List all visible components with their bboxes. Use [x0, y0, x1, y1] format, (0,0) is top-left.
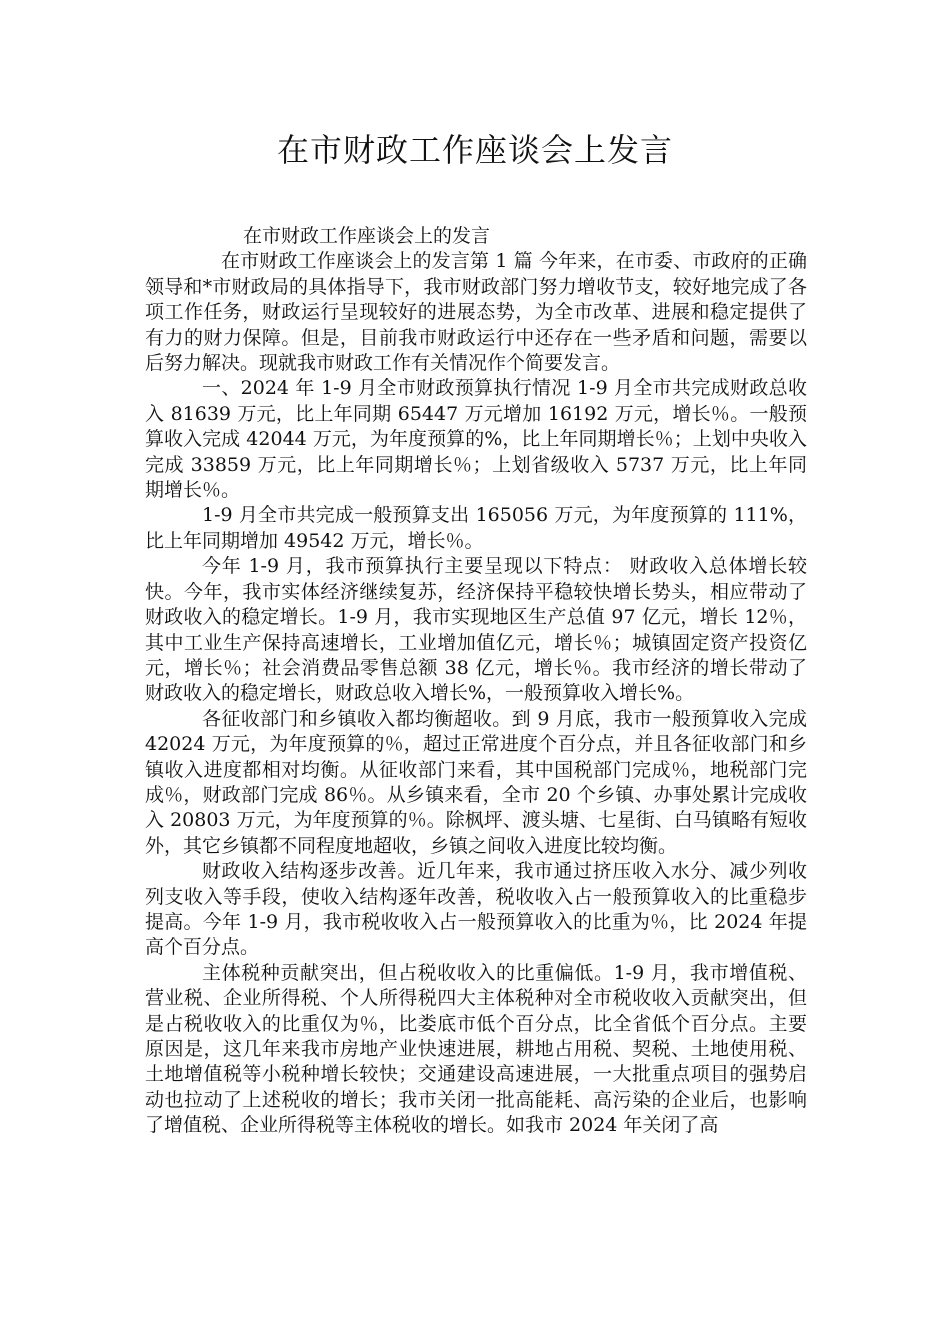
paragraph-departments-townships: 各征收部门和乡镇收入都均衡超收。到 9 月底，我市一般预算收入完成 42024 万元，为年度预算的％，超过正常进度个百分点，并且各征收部门和乡镇收入进度都相对均衡。从征收部门来看，其中国税部门完成％，地税部门完成％，财政部门完成 86％。从乡镇来看，全市 20 个乡镇、办事处累计完成收入 20803 万元，为年度预算的％。除枫坪、渡头塘、七星街、白马镇略有短收外，其它乡镇都不同程度地超收，乡镇之间收入进度比较均衡。 — [145, 707, 807, 857]
document-subtitle: 在市财政工作座谈会上的发言 — [243, 225, 491, 247]
paragraph-revenue-growth: 今年 1-9 月，我市预算执行主要呈现以下特点： 财政收入总体增长较快。今年，我市实体经济继续复苏，经济保持平稳较快增长势头，相应带动了财政收入的稳定增长。1-9 月，我市实现地区生产总值 97 亿元，增长 12％，其中工业生产保持高速增长，工业增加值亿元，增长％；城镇固定资产投资亿元，增长％；社会消费品零售总额 38 亿元，增长％。我市经济的增长带动了财政收入的稳定增长，财政总收入增长%，一般预算收入增长%。 — [145, 555, 807, 705]
paragraph-main-taxes: 主体税种贡献突出，但占税收收入的比重偏低。1-9 月，我市增值税、营业税、企业所得税、个人所得税四大主体税种对全市税收收入贡献突出，但是占税收收入的比重仅为％，比娄底市低个百分点，比全省低个百分点。主要原因是，这几年来我市房地产业快速进展，耕地占用税、契税、土地使用税、土地增值税等小税种增长较快；交通建设高速进展，一大批重点项目的强势启动也拉动了上述税收的增长；我市关闭一批高能耗、高污染的企业后，也影响了增值税、企业所得税等主体税收的增长。如我市 2024 年关闭了高 — [145, 961, 807, 1137]
document-body — [145, 224, 807, 1139]
paragraph-intro: 在市财政工作座谈会上的发言第 1 篇 今年来，在市委、市政府的正确领导和*市财政局的具体指导下，我市财政部门努力增收节支，较好地完成了各项工作任务，财政运行呈现较好的进展态势，为全市改革、进展和稳定提供了有力的财力保障。但是，目前我市财政运行中还存在一些矛盾和问题，需要以后努力解决。现就我市财政工作有关情况作个简要发言。 — [145, 250, 807, 375]
paragraph-revenue-structure: 财政收入结构逐步改善。近几年来，我市通过挤压收入水分、减少列收列支收入等手段，使收入结构逐年改善，税收收入占一般预算收入的比重稳步提高。今年 1-9 月，我市税收收入占一般预算收入的比重为％，比 2024 年提高个百分点。 — [145, 860, 807, 959]
paragraph-budget-execution: 一、2024 年 1-9 月全市财政预算执行情况 1-9 月全市共完成财政总收入 81639 万元，比上年同期 65447 万元增加 16192 万元，增长％。一般预算收入完成 42044 万元，为年度预算的%，比上年同期增长％；上划中央收入完成 33859 万元，比上年同期增长％；上划省级收入 5737 万元，比上年同期增长％。 — [145, 377, 807, 502]
document-title: 在市财政工作座谈会上发言 — [276, 131, 673, 169]
paragraph-expenditure: 1-9 月全市共完成一般预算支出 165056 万元，为年度预算的 111%，比上年同期增加 49542 万元，增长％。 — [145, 504, 807, 552]
